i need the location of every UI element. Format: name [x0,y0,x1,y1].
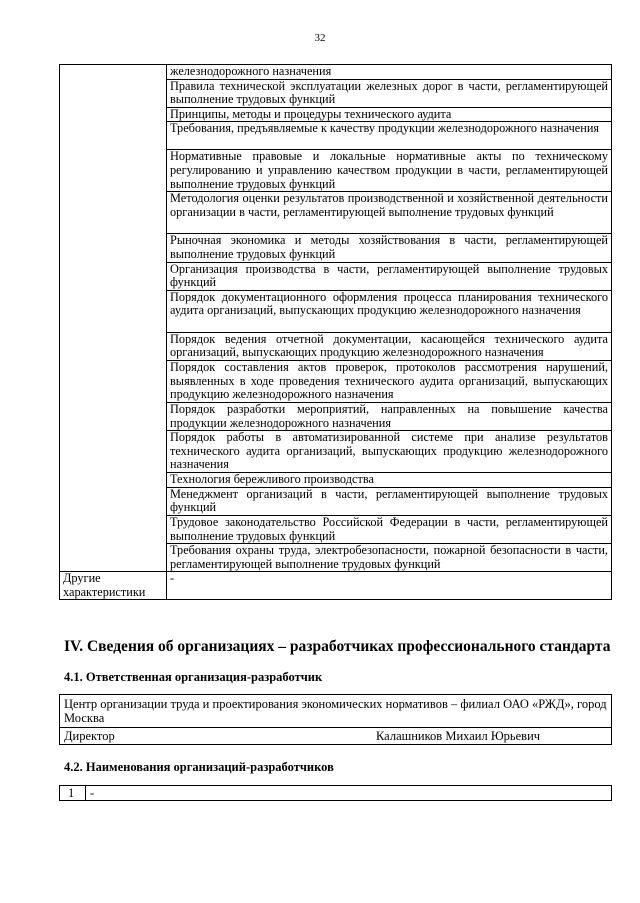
other-characteristics-label: Другие характеристики [60,572,167,600]
knowledge-item: Нормативные правовые и локальные нормативные акты по техническому регулированию и управлению качеством продукции в части, регламентирующей выполнение трудовых функций [167,150,612,192]
responsible-org-box [59,694,612,745]
knowledge-item: Порядок составления актов проверок, протоколов рассмотрения нарушений, выявленных в ходе проведения технического аудита организаций, выпускающих продукцию железнодорожного назначения [167,360,612,402]
knowledge-item: Методология оценки результатов производственной и хозяйственной деятельности организации в части, регламентирующей выполнение трудовых функций [167,192,612,234]
developer-name: - [90,786,95,800]
knowledge-item: Требования, предъявляемые к качеству продукции железнодорожного назначения [167,122,612,150]
knowledge-item: Рыночная экономика и методы хозяйствования в части, регламентирующей выполнение трудовых функций [167,234,612,262]
knowledge-item: Порядок работы в автоматизированной системе при анализе результатов технического аудита организаций, выпускающих продукцию железнодорожного назначения [167,431,612,473]
section-title: IV. Сведения об организациях – разработчиках профессионального стандарта [64,638,611,655]
knowledge-item: Организация производства в части, регламентирующей выполнение трудовых функций [167,262,612,290]
director-position: Директор [64,729,115,743]
developer-row [59,785,612,801]
subsection-title-responsible: 4.1. Ответственная организация-разработчик [64,670,323,684]
knowledge-item: Правила технической эксплуатации железных дорог в части, регламентирующей выполнение трудовых функций [167,79,612,107]
knowledge-item: Порядок ведения отчетной документации, касающейся технического аудита организаций, выпускающих продукцию железнодорожного назначения [167,332,612,360]
subsection-title-developers: 4.2. Наименования организаций-разработчиков [64,760,334,774]
org-signatory [60,728,611,744]
director-name: Калашников Михаил Юрьевич [376,729,541,743]
other-characteristics-value: - [167,572,612,600]
knowledge-item: Принципы, методы и процедуры технического аудита [167,107,612,122]
knowledge-item: Порядок документационного оформления процесса планирования технического аудита организаций, выпускающих продукцию железнодорожного назначения [167,290,612,332]
knowledge-table [59,64,612,600]
label-cell-empty [60,65,167,572]
knowledge-item: Требования охраны труда, электробезопасности, пожарной безопасности в части, регламентирующей выполнение трудовых функций [167,544,612,572]
page-number: 32 [314,32,326,44]
developer-number: 1 [60,786,86,800]
knowledge-item: Технология бережливого производства [167,473,612,488]
knowledge-item: железнодорожного назначения [167,65,612,80]
knowledge-item: Порядок разработки мероприятий, направленных на повышение качества продукции железнодорожного назначения [167,402,612,430]
knowledge-item: Менеджмент организаций в части, регламентирующей выполнение трудовых функций [167,487,612,515]
knowledge-item: Трудовое законодательство Российской Федерации в части, регламентирующей выполнение трудовых функций [167,515,612,543]
org-name: Центр организации труда и проектирования экономических нормативов – филиал ОАО «РЖД», город Москва [60,695,611,728]
